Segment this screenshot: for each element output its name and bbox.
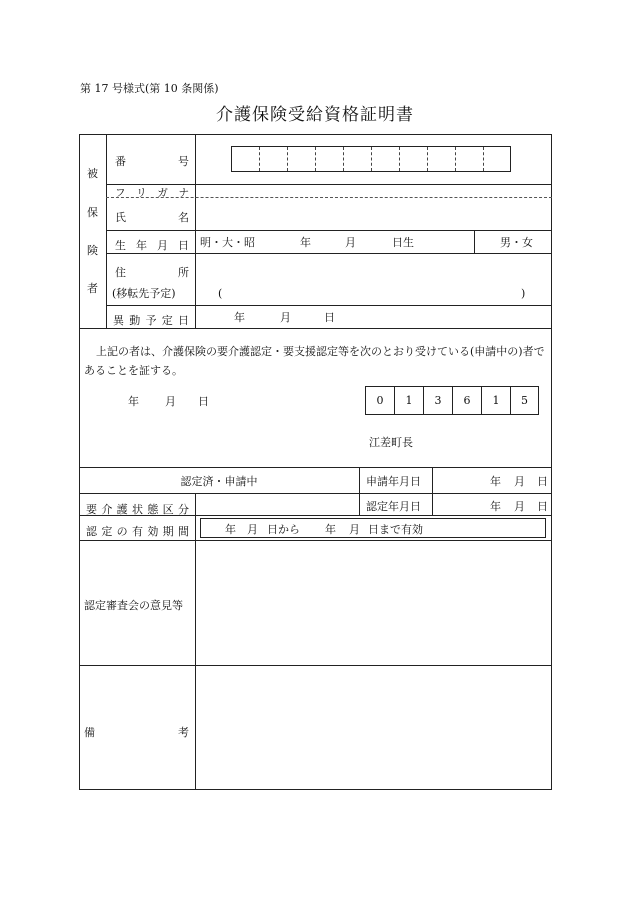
- number-digit-box[interactable]: [456, 147, 484, 171]
- issuer-name: 江差町長: [369, 436, 413, 449]
- validity-period-field[interactable]: 年 月 日から 年 月 日まで有効: [200, 518, 546, 538]
- birth-date-label: 生 年 月 日: [115, 239, 189, 252]
- insurer-code-digit: 0: [366, 387, 395, 414]
- sex-options[interactable]: 男・女: [500, 236, 533, 249]
- insurer-code-digit: 1: [395, 387, 424, 414]
- number-label: 番 号: [115, 155, 189, 168]
- number-digit-box[interactable]: [484, 147, 512, 171]
- page-title: 介護保険受給資格証明書: [216, 105, 414, 125]
- name-field[interactable]: [197, 199, 550, 229]
- birth-era-options[interactable]: 明・大・昭: [200, 236, 255, 249]
- number-digit-box[interactable]: [428, 147, 456, 171]
- validity-period-label: 認 定 の 有 効 期 間: [86, 525, 189, 538]
- furigana-field[interactable]: [197, 185, 550, 197]
- number-digit-box[interactable]: [288, 147, 316, 171]
- certification-date-label: 認定年月日: [366, 500, 421, 513]
- insurer-code-digit: 5: [521, 394, 528, 407]
- birth-date-field[interactable]: 明・大・昭 年 月 日生: [200, 236, 414, 249]
- certification-text-line2: あることを証する。: [84, 364, 183, 377]
- insurer-code-digit: 1: [482, 387, 511, 414]
- review-board-opinion-field[interactable]: [197, 542, 550, 664]
- certification-text-line1: 上記の者は、介護保険の要介護認定・要支援認定等を次のとおり受けている(申請中の)者で: [96, 345, 545, 358]
- moving-address-label: (移転先予定): [112, 287, 176, 300]
- remarks-field[interactable]: [197, 667, 550, 789]
- insurer-code: [365, 386, 539, 415]
- number-digit-box[interactable]: [344, 147, 372, 171]
- care-level-label: 要 介 護 状 態 区 分: [86, 503, 189, 516]
- number-digit-box[interactable]: [316, 147, 344, 171]
- certification-date-field[interactable]: 年 月 日: [490, 500, 548, 513]
- review-board-opinion-label: 認定審査会の意見等: [84, 599, 183, 612]
- number-digit-box[interactable]: [400, 147, 428, 171]
- address-label: 住 所: [115, 266, 189, 279]
- remarks-label: 備 考: [84, 726, 189, 739]
- insured-number-input[interactable]: [231, 146, 511, 172]
- application-date-label: 申請年月日: [366, 475, 421, 488]
- change-date-field[interactable]: 年 月 日: [234, 311, 335, 324]
- insurer-code-digit: 3: [424, 387, 453, 414]
- care-level-field[interactable]: [197, 495, 357, 514]
- moving-address-field[interactable]: ( ): [218, 287, 526, 300]
- number-digit-box[interactable]: [232, 147, 260, 171]
- number-digit-box[interactable]: [260, 147, 288, 171]
- change-date-label: 異 動 予 定 日: [113, 314, 189, 327]
- furigana-label: フ リ ガ ナ: [115, 187, 189, 199]
- application-date-field[interactable]: 年 月 日: [490, 475, 548, 488]
- certification-date[interactable]: 年 月 日: [128, 395, 209, 408]
- form-number: 第 17 号様式(第 10 条関係): [80, 82, 219, 95]
- name-label: 氏 名: [115, 211, 189, 224]
- certification-status-options[interactable]: 認定済・申請中: [180, 475, 258, 488]
- number-digit-box[interactable]: [372, 147, 400, 171]
- address-field[interactable]: [197, 255, 550, 281]
- insurer-code-digit: 6: [453, 387, 482, 414]
